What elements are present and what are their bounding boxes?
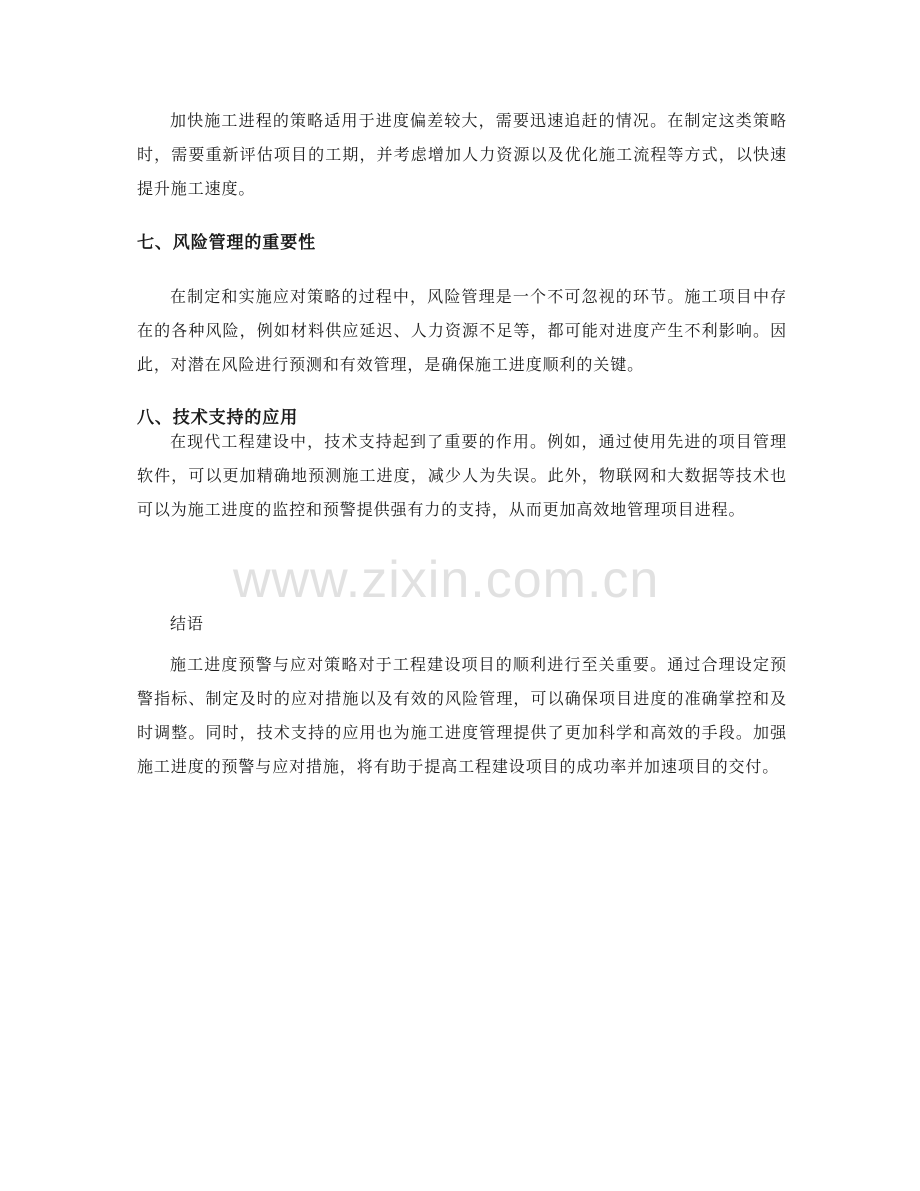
section-heading-tech-support: 八、技术支持的应用 xyxy=(137,408,299,428)
paragraph-conclusion: 施工进度预警与应对策略对于工程建设项目的顺利进行至关重要。通过合理设定预警指标、制定及时的应对措施以及有效的风险管理，可以确保项目进度的准确掌控和及时调整。同时，技术支持的应用也为施工进度管理提供了更加科学和高效的手段。加强施工进度的预警与应对措施，将有助于提高工程建设项目的成功率并加速项目的交付。 xyxy=(137,655,787,776)
paragraph-accelerate-strategy: 加快施工进程的策略适用于进度偏差较大，需要迅速追赶的情况。在制定这类策略时，需要重新评估项目的工期，并考虑增加人力资源以及优化施工流程等方式，以快速提升施工速度。 xyxy=(137,111,787,198)
closing-title: 结语 xyxy=(170,614,204,633)
section-heading-risk-management: 七、风险管理的重要性 xyxy=(137,233,316,253)
paragraph-risk-management: 在制定和实施应对策略的过程中，风险管理是一个不可忽视的环节。施工项目中存在的各种风险，例如材料供应延迟、人力资源不足等，都可能对进度产生不利影响。因此，对潜在风险进行预测和有效管理，是确保施工进度顺利的关键。 xyxy=(137,287,787,374)
paragraph-tech-support: 在现代工程建设中，技术支持起到了重要的作用。例如，通过使用先进的项目管理软件，可以更加精确地预测施工进度，减少人为失误。此外，物联网和大数据等技术也可以为施工进度的监控和预警提供强有力的支持，从而更加高效地管理项目进程。 xyxy=(137,432,787,519)
watermark-text: www.zixin.com.cn xyxy=(233,551,660,609)
